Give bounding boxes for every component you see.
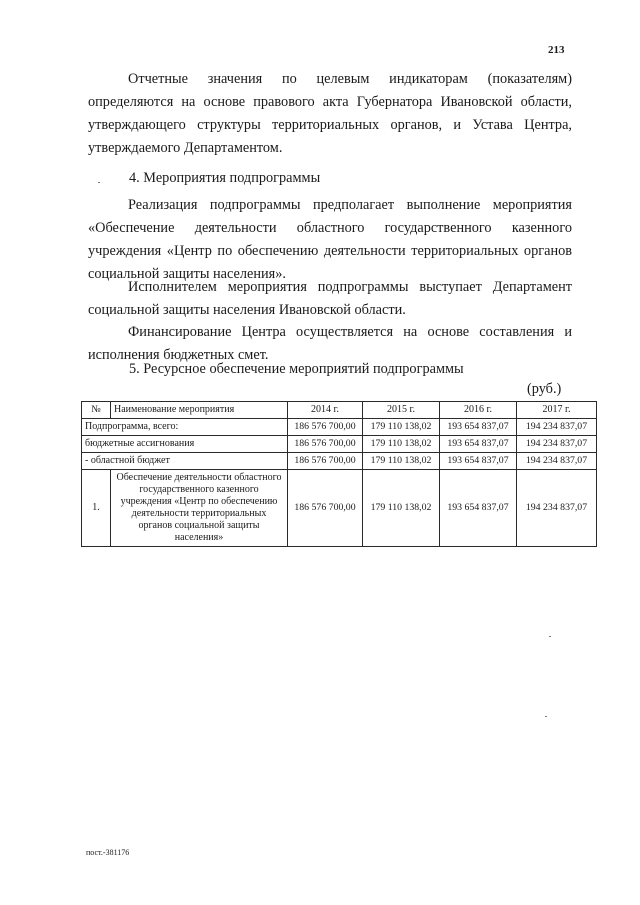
table-header-row	[82, 402, 597, 419]
table-row-budget-allocations	[82, 436, 597, 453]
scan-speck	[545, 716, 547, 717]
cell-2015: 179 110 138,02	[363, 453, 440, 470]
paragraph-indicators: Отчетные значения по целевым индикаторам (показателям) определяются на основе правового акта Губернатора Ивановской области, утверждающего структуры территориальных органов, и Устава Центра, утверждаемого Департаментом.	[88, 71, 572, 156]
page-number: 213	[548, 44, 565, 56]
table-row-regional-budget	[82, 453, 597, 470]
cell-2017: 194 234 837,07	[517, 436, 597, 453]
document-code: пост.-381176	[86, 848, 130, 857]
row-label: бюджетные ассигнования	[82, 436, 288, 453]
header-2015: 2015 г.	[363, 402, 440, 419]
cell-2015: 179 110 138,02	[363, 470, 440, 547]
activity-name: Обеспечение деятельности областного государственного казенного учреждения «Центр по обеспечению деятельности территориальных органов социальной защиты населения»	[111, 470, 288, 547]
cell-2016: 193 654 837,07	[440, 470, 517, 547]
cell-2014: 186 576 700,00	[288, 453, 363, 470]
section-heading-activities: 4. Мероприятия подпрограммы	[129, 170, 321, 186]
header-2017: 2017 г.	[517, 402, 597, 419]
budget-table	[81, 401, 597, 547]
cell-2015: 179 110 138,02	[363, 419, 440, 436]
cell-2017: 194 234 837,07	[517, 470, 597, 547]
paragraph-financing: Финансирование Центра осуществляется на основе составления и исполнения бюджетных смет.	[88, 324, 572, 363]
row-label: Подпрограмма, всего:	[82, 419, 288, 436]
cell-2017: 194 234 837,07	[517, 419, 597, 436]
header-activity-name: Наименование мероприятия	[111, 402, 288, 419]
cell-2014: 186 576 700,00	[288, 419, 363, 436]
paragraph-executor: Исполнителем мероприятия подпрограммы выступает Департамент социальной защиты населения Ивановской области.	[88, 279, 572, 318]
cell-2017: 194 234 837,07	[517, 453, 597, 470]
cell-2016: 193 654 837,07	[440, 419, 517, 436]
cell-2015: 179 110 138,02	[363, 436, 440, 453]
scan-speck	[549, 636, 551, 637]
scan-speck	[98, 182, 100, 183]
section-heading-resources: 5. Ресурсное обеспечение мероприятий подпрограммы	[129, 361, 464, 377]
cell-2014: 186 576 700,00	[288, 436, 363, 453]
cell-2016: 193 654 837,07	[440, 436, 517, 453]
cell-2016: 193 654 837,07	[440, 453, 517, 470]
paragraph-implementation: Реализация подпрограммы предполагает выполнение мероприятия «Обеспечение деятельности областного государственного казенного учреждения «Центр по обеспечению деятельности территориальных органов социальной защиты населения».	[88, 197, 572, 282]
header-2014: 2014 г.	[288, 402, 363, 419]
row-number: 1.	[82, 470, 111, 547]
cell-2014: 186 576 700,00	[288, 470, 363, 547]
table-row-activity-1	[82, 470, 597, 547]
row-label: - областной бюджет	[82, 453, 288, 470]
currency-unit: (руб.)	[527, 381, 562, 397]
header-2016: 2016 г.	[440, 402, 517, 419]
header-number: №	[82, 402, 111, 419]
table-row-subprogram-total	[82, 419, 597, 436]
